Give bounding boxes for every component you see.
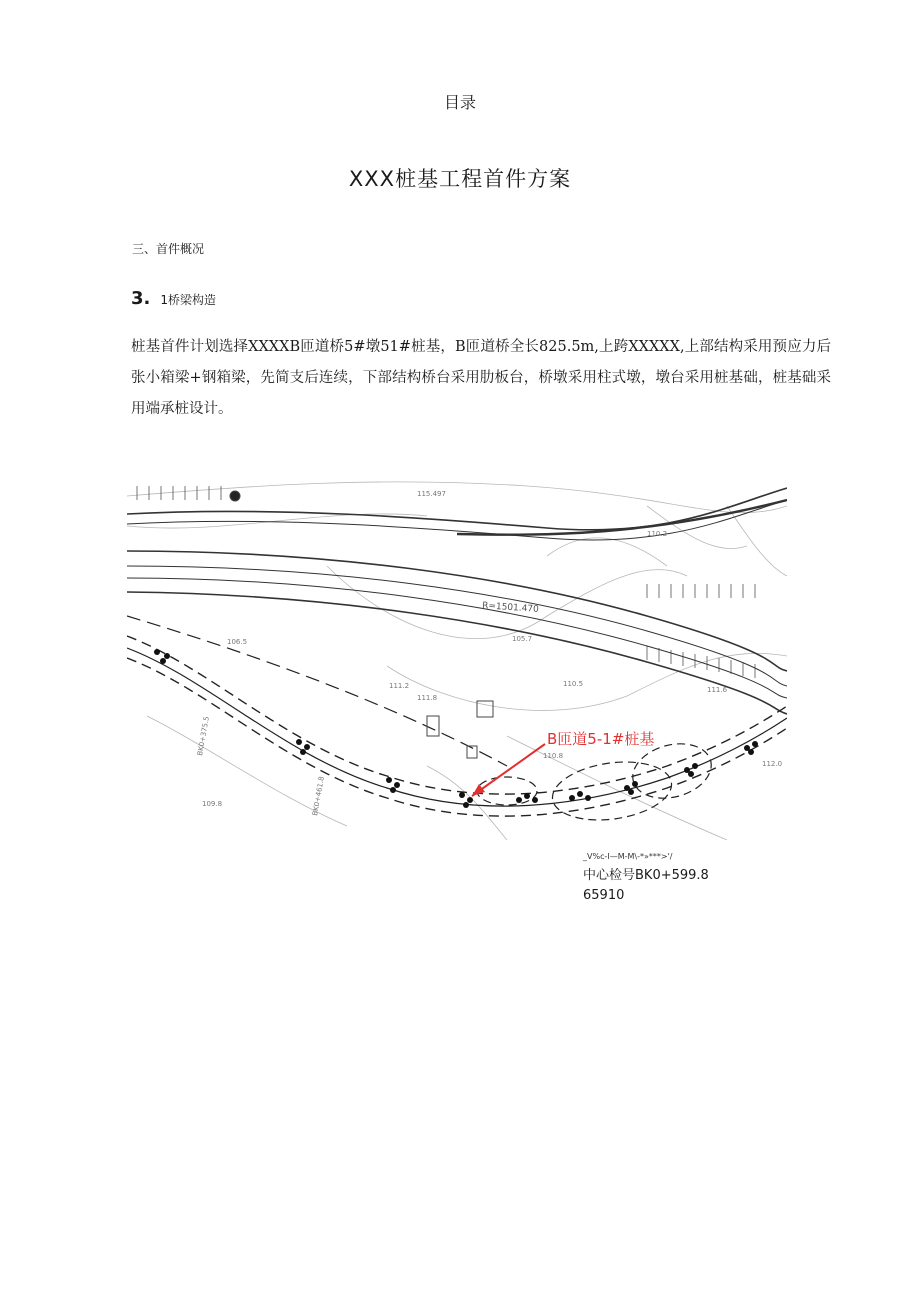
top-road — [127, 488, 787, 540]
callout-arrow — [472, 744, 545, 796]
pile-group-outlines — [477, 736, 717, 828]
main-highway — [127, 551, 787, 714]
site-plan-figure — [127, 466, 787, 840]
elevation-label: 106.5 — [227, 638, 248, 646]
subsection-heading — [131, 288, 216, 309]
caption-line-1: 中心检号BK0+599.8 — [583, 868, 709, 883]
document-title: XXX桩基工程首件方案 — [348, 167, 572, 191]
elevation-label: 112.0 — [762, 760, 783, 768]
caption-line-2: 65910 — [583, 888, 625, 903]
station-label: BK0+461.8 — [311, 775, 326, 817]
elevation-label: 110.2 — [647, 530, 668, 538]
b-ramp — [127, 616, 787, 816]
elevation-label: 111.2 — [389, 682, 410, 690]
elevation-label: 111.8 — [417, 694, 438, 702]
toc-heading: 目录 — [443, 93, 476, 112]
section-heading: 三、首件概况 — [132, 242, 205, 256]
curve-radius-label: R=1501.470 — [481, 601, 540, 615]
elevation-label: 115.497 — [417, 490, 446, 498]
site-plan-drawing — [127, 466, 787, 840]
figure-caption — [583, 866, 723, 906]
elevation-label: 109.8 — [202, 800, 223, 808]
body-paragraph — [131, 332, 831, 425]
subsection-title: 1桥梁构造 — [160, 293, 217, 307]
paragraph-text: 桩基首件计划选择XXXXB匝道桥5#墩51#桩基，B匝道桥全长825.5m,上跨XXXXX,上部结构采用预应力后张小箱梁+钢箱梁，先简支后连续，下部结构桥台采用肋板台，桥墩采用柱式墩，墩台采用桩基础，桩基础采用端承桩设计。 — [131, 339, 831, 417]
subsection-number: 3. — [131, 288, 151, 309]
elevation-label: 105.7 — [512, 635, 533, 643]
elevation-label: 111.6 — [707, 686, 728, 694]
elevation-label: 110.5 — [563, 680, 584, 688]
terrain-lines — [127, 482, 787, 840]
elevation-label: 110.8 — [543, 752, 564, 760]
figure-caption-small: _V%c-I—M-M\-*»***>'/ — [583, 852, 673, 861]
callout-label: B匝道5-1#桩基 — [547, 730, 655, 748]
station-label: BK0+375.5 — [196, 715, 211, 757]
